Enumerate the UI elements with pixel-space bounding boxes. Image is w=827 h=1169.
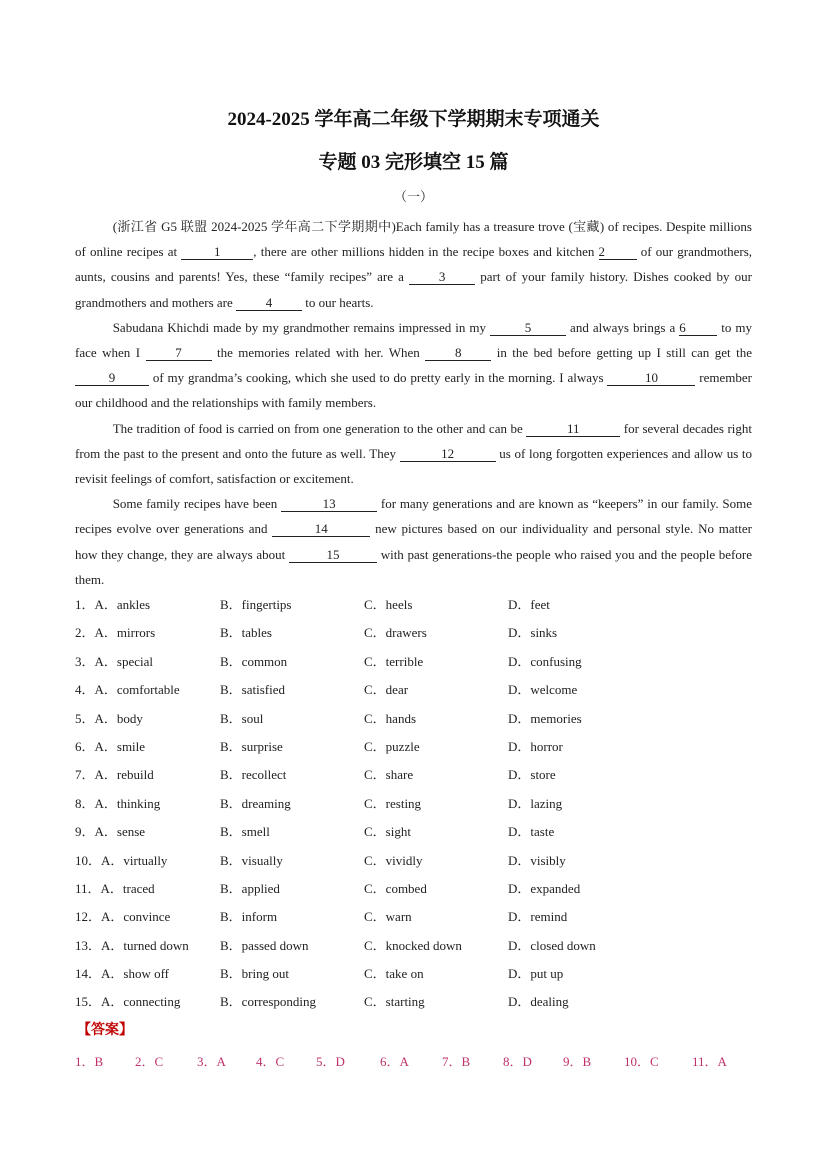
blank-3: 3 — [409, 269, 475, 285]
option-a: 4．A．comfortable — [75, 682, 180, 698]
blank-1: 1 — [181, 244, 253, 260]
passage-text: with past generations-the people who raised you and the people before them. — [75, 546, 752, 587]
option-b: B．satisfied — [220, 682, 285, 698]
passage-text: Sabudana Khichdi made by my grandmother remains impressed in my — [112, 319, 491, 335]
answer-item: 10．C — [624, 1054, 659, 1069]
passage-text: of my grandma’s cooking, which she used to do pretty early in the morning. I always — [149, 370, 608, 386]
option-c: C．warn — [364, 909, 412, 925]
passage-paragraph — [75, 491, 752, 592]
option-b: B．recollect — [220, 767, 287, 783]
passage-text: Some family recipes have been — [112, 496, 282, 512]
blank-11: 11 — [526, 421, 620, 437]
option-b: B．tables — [220, 625, 272, 641]
option-d: D．sinks — [508, 625, 558, 641]
passage-text: (浙江省 G5 联盟 2024-2025 学年高二下学期期中)Each family has a treasure trove (宝藏) of recipes. Despite millions of online recipes at — [75, 219, 752, 260]
passage-text: the memories related with her. When — [211, 345, 426, 361]
option-d: D．store — [508, 767, 556, 783]
answer-item: 3．A — [197, 1054, 226, 1069]
blank-2: 2 — [599, 244, 637, 260]
passage-text: of our grandmothers, aunts, cousins and parents! Yes, these “family recipes” are a — [75, 244, 753, 285]
option-b: B．dreaming — [220, 795, 291, 811]
option-c: C．sight — [364, 824, 411, 840]
option-a: 11．A．traced — [75, 880, 155, 896]
option-c: C．puzzle — [364, 738, 420, 754]
option-a: 5．A．body — [75, 710, 143, 726]
option-d: D．remind — [508, 909, 568, 925]
option-d: D．expanded — [508, 880, 581, 896]
option-a: 8．A．thinking — [75, 795, 161, 811]
option-b: B．smell — [220, 824, 270, 840]
option-d: D．welcome — [508, 682, 578, 698]
blank-9: 9 — [75, 370, 149, 386]
blank-4: 4 — [236, 295, 302, 311]
option-c: C．vividly — [364, 852, 423, 868]
passage-text: for many generations and are known as “keepers” in our family. Some recipes evolve over generations and — [75, 496, 753, 537]
passage-text: remember our childhood and the relationships with family members. — [75, 370, 752, 411]
blank-5: 5 — [490, 320, 566, 336]
option-c: C．dear — [364, 682, 409, 698]
passage-text: and always brings a — [566, 319, 680, 335]
option-b: B．surprise — [220, 738, 283, 754]
option-c: C．knocked down — [364, 937, 462, 953]
option-b: B．bring out — [220, 966, 289, 982]
blank-10: 10 — [607, 370, 695, 386]
option-b: B．fingertips — [220, 597, 292, 612]
option-d: D．lazing — [508, 795, 563, 811]
answer-item: 4．C — [256, 1054, 285, 1069]
answer-item: 9．B — [563, 1054, 592, 1069]
option-a: 3．A．special — [75, 653, 153, 669]
blank-12: 12 — [400, 446, 496, 462]
option-d: D．memories — [508, 710, 582, 726]
option-d: D．closed down — [508, 937, 596, 953]
option-d: D．taste — [508, 824, 555, 840]
option-a: 1．A．ankles — [75, 597, 151, 612]
option-c: C．terrible — [364, 653, 424, 669]
option-a: 7．A．rebuild — [75, 767, 154, 783]
option-c: C．combed — [364, 880, 427, 896]
option-c: C．hands — [364, 710, 417, 726]
option-b: B．soul — [220, 710, 264, 726]
option-b: B．inform — [220, 909, 278, 925]
option-b: B．applied — [220, 880, 280, 896]
option-b: B．visually — [220, 852, 283, 868]
section-number: （一） — [393, 189, 433, 204]
option-a: 13．A．turned down — [75, 937, 189, 953]
option-c: C．drawers — [364, 625, 427, 641]
passage-paragraph — [75, 416, 752, 492]
passage-paragraph — [75, 214, 752, 315]
blank-15: 15 — [289, 547, 377, 563]
passage-text: in the bed before getting up I still can get the — [491, 345, 752, 361]
passage-text: new pictures based on our individuality and personal style. No matter how they change, they are always about — [75, 521, 752, 562]
option-d: D．visibly — [508, 852, 566, 868]
option-a: 15．A．connecting — [75, 994, 181, 1010]
passage-text: to my face when I — [75, 319, 753, 361]
option-a: 10．A．virtually — [75, 852, 168, 868]
option-a: 6．A．smile — [75, 738, 146, 754]
option-a: 14．A．show off — [75, 966, 170, 982]
answer-label: 【答案】 — [77, 1022, 133, 1038]
blank-13: 13 — [281, 496, 377, 512]
passage-text: us of long forgotten experiences and allow us to revisit feelings of comfort, satisfaction or excitement. — [75, 445, 753, 487]
option-c: C．take on — [364, 966, 424, 982]
answer-item: 11．A — [692, 1054, 727, 1069]
option-d: D．feet — [508, 597, 550, 612]
answer-item: 8．D — [503, 1054, 532, 1069]
option-d: D．dealing — [508, 994, 569, 1010]
blank-8: 8 — [425, 345, 491, 361]
option-a: 12．A．convince — [75, 909, 171, 925]
passage-text: , there are other millions hidden in the recipe boxes and kitchen — [253, 244, 599, 260]
option-c: C．share — [364, 767, 414, 783]
passage-text: part of your family history. Dishes cooked by our grandmothers and mothers are — [75, 269, 752, 310]
option-c: C．heels — [364, 597, 413, 612]
option-b: B．corresponding — [220, 994, 317, 1010]
blank-14: 14 — [272, 521, 370, 537]
passage-paragraph — [75, 315, 752, 416]
option-a: 9．A．sense — [75, 824, 146, 840]
option-d: D．confusing — [508, 653, 582, 669]
answer-item: 2．C — [135, 1054, 164, 1069]
option-d: D．put up — [508, 966, 564, 982]
document-subtitle: 专题 03 完形填空 15 篇 — [318, 152, 509, 173]
answer-item: 6．A — [380, 1054, 409, 1069]
answer-item: 7．B — [442, 1054, 471, 1069]
option-c: C．resting — [364, 795, 422, 811]
passage-text: for several decades right from the past to the present and onto the future as well. They — [75, 420, 752, 461]
answer-item: 5．D — [316, 1054, 345, 1069]
option-b: B．passed down — [220, 937, 309, 953]
option-c: C．starting — [364, 994, 425, 1010]
passage-text: to our hearts. — [302, 294, 374, 310]
passage-text: The tradition of food is carried on from one generation to the other and can be — [112, 420, 527, 436]
blank-6: 6 — [679, 320, 717, 336]
document-title: 2024-2025 学年高二年级下学期期末专项通关 — [227, 109, 600, 130]
blank-7: 7 — [146, 345, 212, 361]
answer-item: 1．B — [75, 1054, 104, 1069]
option-d: D．horror — [508, 738, 563, 754]
cloze-passage — [75, 214, 752, 592]
option-a: 2．A．mirrors — [75, 625, 156, 641]
option-b: B．common — [220, 653, 288, 669]
